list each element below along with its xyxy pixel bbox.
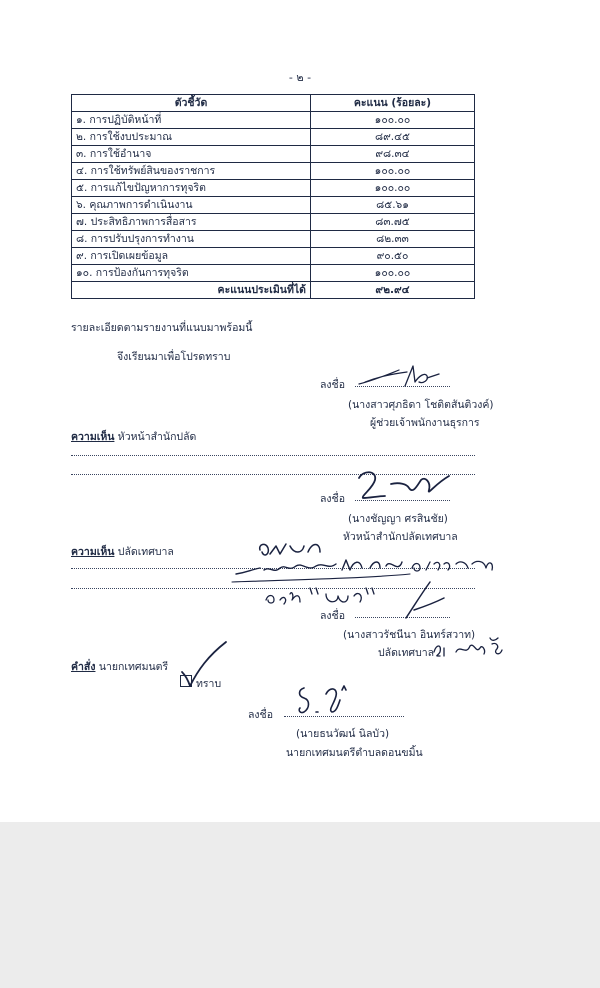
sign-label: ลงชื่อ: [320, 493, 345, 505]
signer-1-position: ผู้ช่วยเจ้าพนักงานธุรการ: [370, 417, 480, 429]
indicator-label: ๕. การแก้ไขปัญหาการทุจริต: [72, 180, 311, 197]
indicator-score: ๙๘.๓๔: [311, 146, 475, 163]
table-row: [72, 146, 475, 163]
page-number: - ๒ -: [288, 71, 312, 84]
indicator-score: ๑๐๐.๐๐: [311, 112, 475, 129]
signer-2-name: (นางชัญญา ศรสินชัย): [348, 513, 448, 525]
signer-4-name: (นายธนวัฒน์ นิลบัว): [296, 728, 390, 740]
indicator-score: ๘๓.๗๕: [311, 214, 475, 231]
indicator-label: ๗. ประสิทธิภาพการสื่อสาร: [72, 214, 311, 231]
table-row: [72, 197, 475, 214]
opinion-1: [71, 428, 196, 445]
signer-3-name: (นางสาวรัชนีนา อินทร์สวาท): [343, 629, 476, 641]
total-row: [72, 282, 475, 299]
signer-2-position: หัวหน้าสำนักปลัดเทศบาล: [343, 531, 458, 543]
indicator-label: ๒. การใช้งบประมาณ: [72, 129, 311, 146]
opinion-heading: ความเห็น: [71, 431, 115, 443]
indicator-score: ๑๐๐.๐๐: [311, 163, 475, 180]
opinion-1-line: [71, 455, 475, 456]
signature-line: [355, 617, 450, 618]
indicator-score: ๑๐๐.๐๐: [311, 265, 475, 282]
table-row: [72, 129, 475, 146]
header-score: คะแนน (ร้อยละ): [311, 95, 475, 112]
signer-1-name: (นางสาวศุภธิดา โชติตสันติวงค์): [348, 399, 494, 411]
handwritten-note: [230, 540, 520, 620]
sign-label: ลงชื่อ: [320, 379, 345, 391]
acknowledge-label: ทราบ: [196, 678, 222, 690]
signature-1: [355, 362, 445, 390]
header-indicator: ตัวชี้วัด: [72, 95, 311, 112]
indicator-score: ๑๐๐.๐๐: [311, 180, 475, 197]
table-row: [72, 231, 475, 248]
indicator-score: ๘๕.๖๑: [311, 197, 475, 214]
table-row: [72, 163, 475, 180]
handwritten-date: [430, 636, 510, 662]
signer-3-position: ปลัดเทศบาล: [378, 647, 435, 659]
signer-4-position: นายกเทศมนตรีตำบลดอนขมิ้น: [286, 747, 423, 759]
opinion-heading: ความเห็น: [71, 546, 115, 558]
details-line: รายละเอียดตามรายงานที่แนบมาพร้อมนี้: [71, 322, 253, 334]
indicator-label: ๑. การปฏิบัติหน้าที่: [72, 112, 311, 129]
indicator-label: ๘. การปรับปรุงการทำงาน: [72, 231, 311, 248]
closing-line: จึงเรียนมาเพื่อโปรดทราบ: [117, 351, 231, 363]
indicator-score: ๘๙.๔๕: [311, 129, 475, 146]
order: [71, 658, 168, 675]
opinion-2: [71, 543, 174, 560]
table-header-row: [72, 95, 475, 112]
opinion-1-title: หัวหน้าสำนักปลัด: [117, 431, 197, 443]
score-table: [71, 94, 475, 299]
indicator-label: ๔. การใช้ทรัพย์สินของราชการ: [72, 163, 311, 180]
indicator-label: ๓. การใช้อำนาจ: [72, 146, 311, 163]
table-row: [72, 112, 475, 129]
table-row: [72, 265, 475, 282]
signature-4: [294, 682, 354, 718]
table-row: [72, 248, 475, 265]
indicator-label: ๑๐. การป้องกันการทุจริต: [72, 265, 311, 282]
opinion-2-title: ปลัดเทศบาล: [117, 546, 174, 558]
signature-2: [355, 468, 455, 504]
sign-label: ลงชื่อ: [248, 709, 273, 721]
total-score: ๙๒.๙๔: [311, 282, 475, 299]
order-title: นายกเทศมนตรี: [98, 661, 169, 673]
indicator-score: ๘๒.๓๓: [311, 231, 475, 248]
sign-label: ลงชื่อ: [320, 610, 345, 622]
total-label: คะแนนประเมินที่ได้: [72, 282, 311, 299]
order-heading: คำสั่ง: [71, 661, 96, 673]
indicator-score: ๙๐.๕๐: [311, 248, 475, 265]
table-row: [72, 214, 475, 231]
indicator-label: ๖. คุณภาพการดำเนินงาน: [72, 197, 311, 214]
indicator-label: ๙. การเปิดเผยข้อมูล: [72, 248, 311, 265]
table-row: [72, 180, 475, 197]
